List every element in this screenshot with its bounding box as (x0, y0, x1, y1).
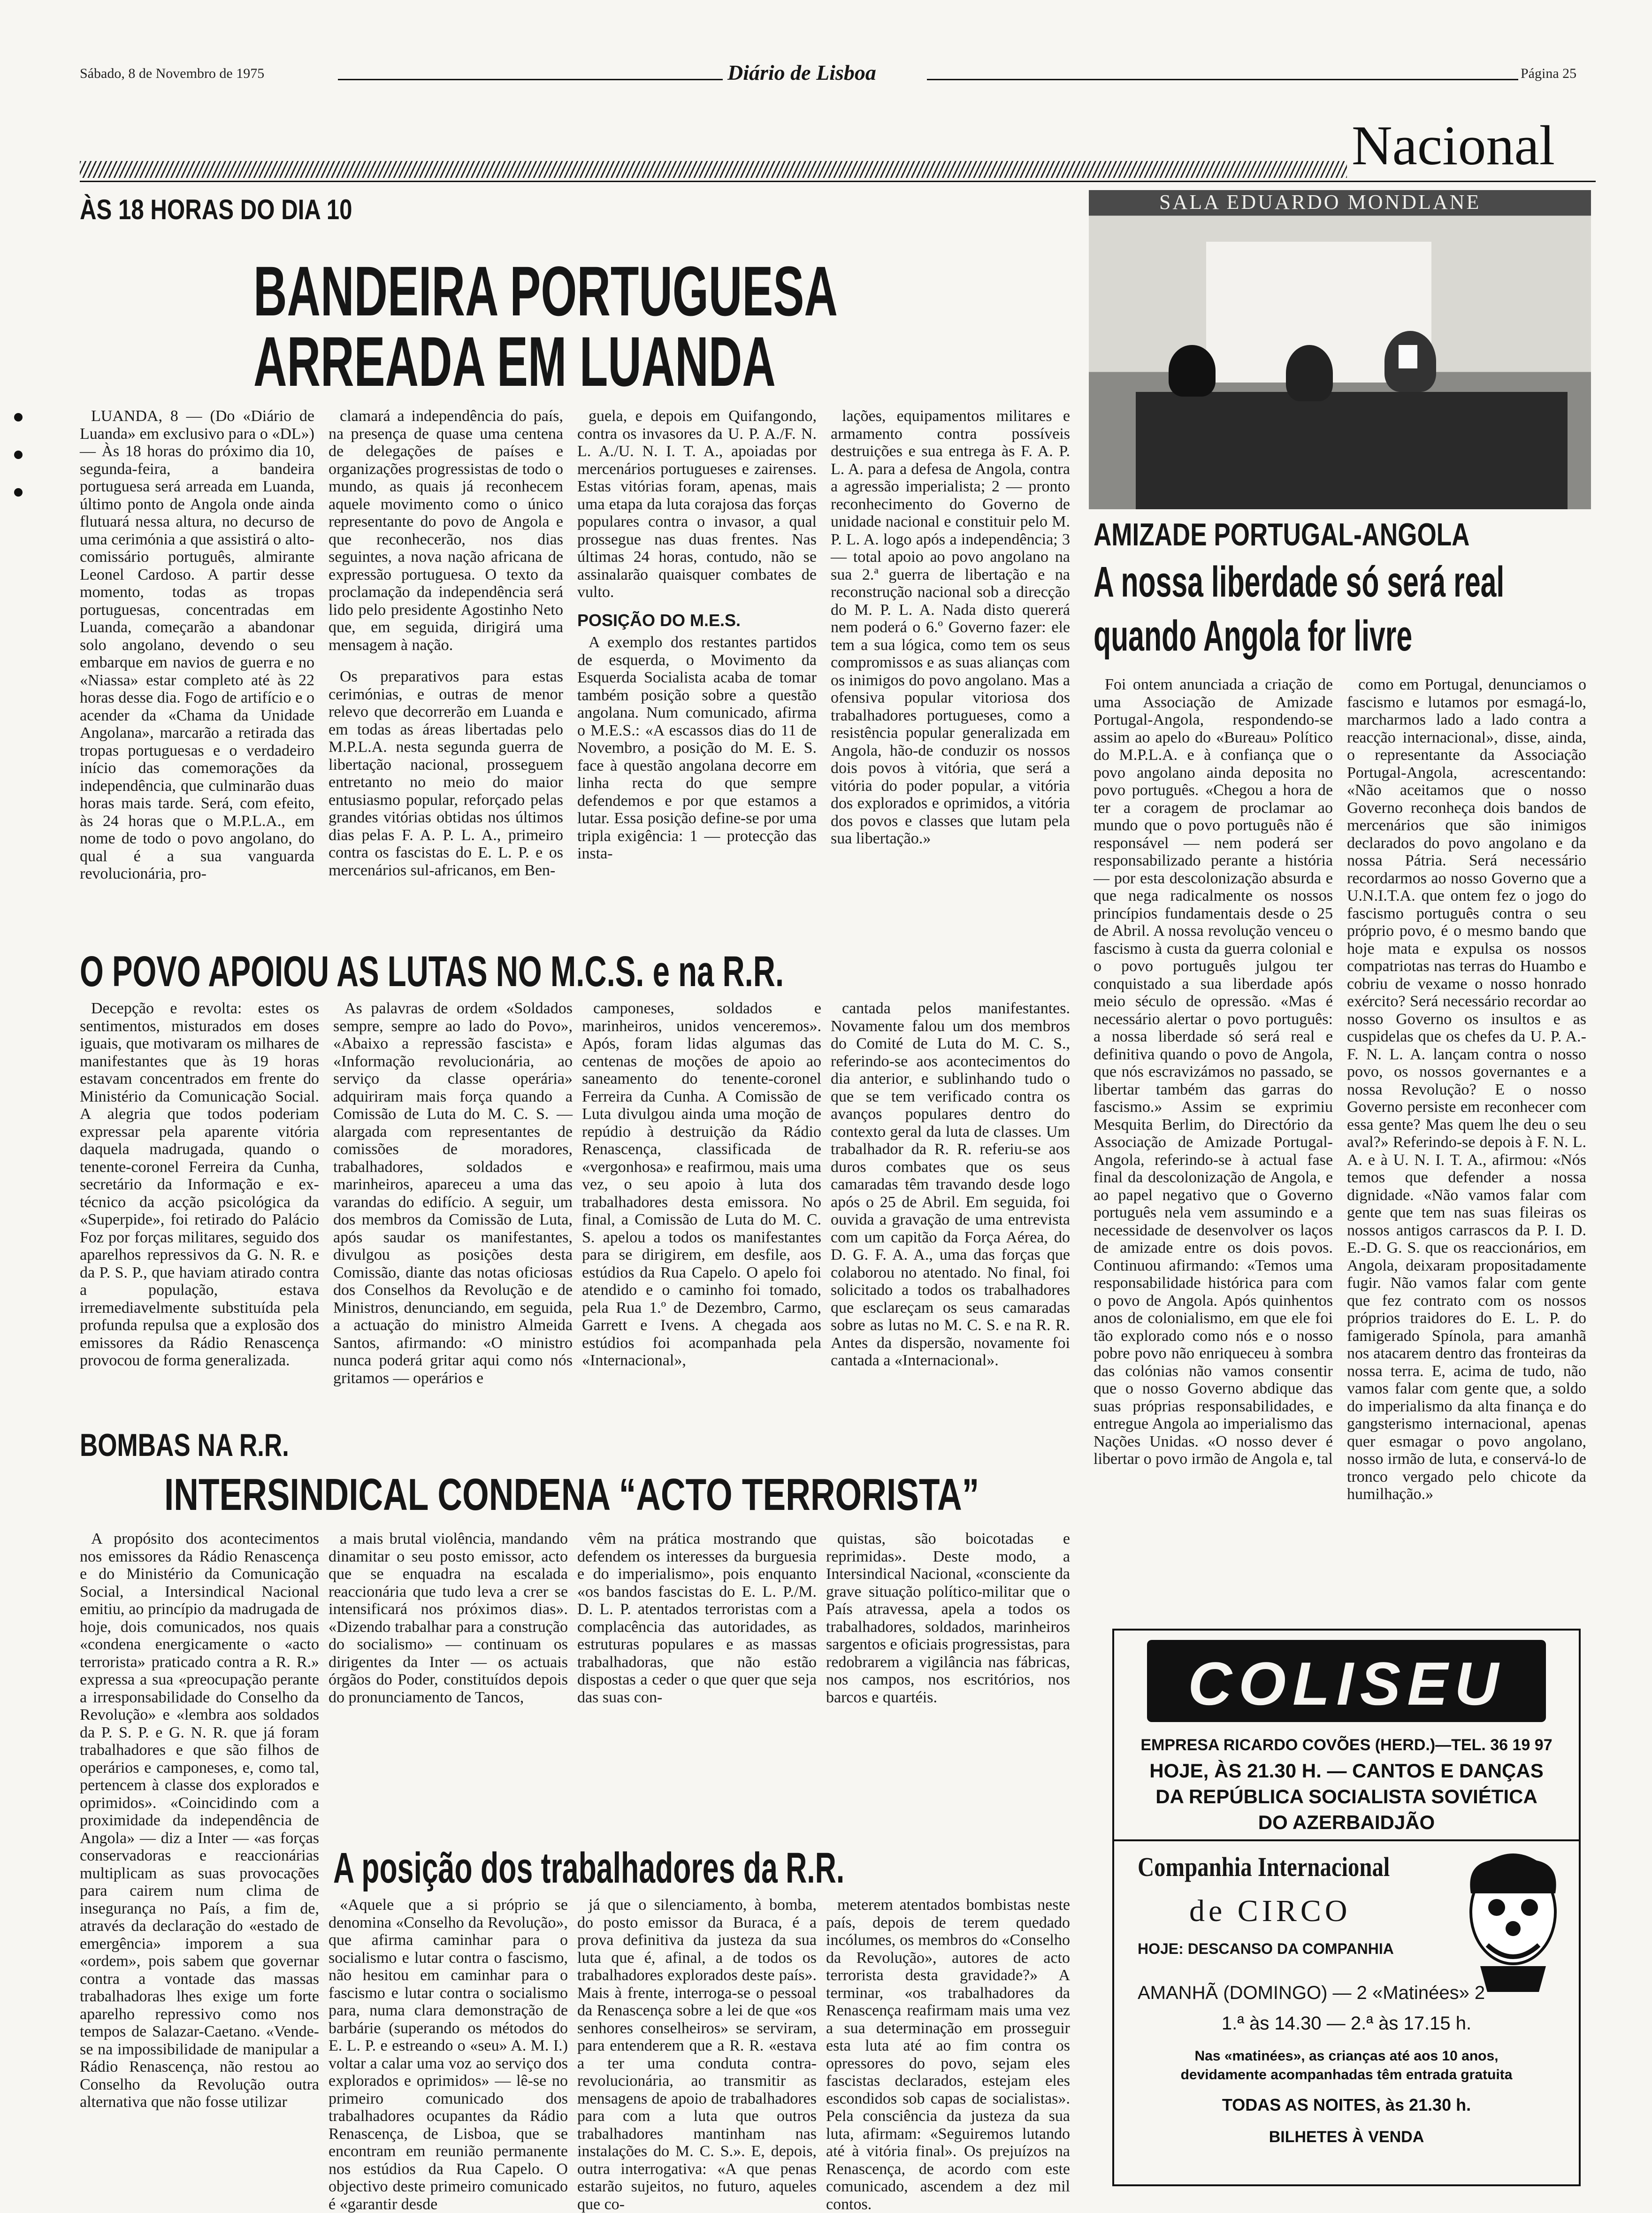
rr-column-3-text: meterem atentados bombistas neste país, depois de terem quedado incólumes, os membros do «Conselho da Revolução», autores de acto terrorista desta gravidade?» A terminar, «os trabalhadores da Renascença reafirmam mais uma vez a sua determinação em prosseguir esta luta até ao fim contra os opressores do povo, sejam eles fascistas declarados, estejam eles escondidos sob capas de socialistas». Pela consciência da justeza da sua luta, afirmam: «Seguiremos lutando até à vitória final». Os prejuízos na Renascença, de acordo com este comunicado, ascendem a dez mil contos. (826, 1896, 1070, 2213)
bombas-headline: INTERSINDICAL CONDENA “ACTO TERRORISTA” (164, 1470, 979, 1520)
lead-column-4-text: lações, equipamentos militares e armamento contra possíveis destruições e sua entrega às F. A. P. L. A. para a defesa de Angola, contra a agressão imperialista; 2 — pronto reconhecimento do Governo de unidade nacional e constituir pelo M. P. L. A. logo após a independência; 3 — total apoio ao povo angolano na sua 2.ª guerra de libertação e na reconstrução nacional sob a direcção do M. P. L. A. Nada disto quererá nem poderá o 6.º Governo fazer: ele tem a sua lógica, como tem os seus compromissos e as suas alianças com os inimigos do povo angolano. Mas a ofensiva popular vitoriosa dos trabalhadores portugueses, como a resistência popular generalizada em Angola, hão-de conduzir os nossos dois povos à vitória, que será a vitória do poder popular, a vitória dos explorados e oprimidos, a vitória dos povos e classes que lutam pela sua libertação.» (831, 407, 1070, 847)
circus-rest-day: HOJE: DESCANSO DA COMPANHIA (1138, 1940, 1394, 1957)
lead-column-2-text-b: Os preparativos para estas cerimónias, e outras de menor relevo que decorrerão em Luanda e em todas as áreas libertadas pelo M.P.L.A. nesta segunda guerra de libertação nacional, prosseguem entretanto no meio do maior entusiasmo popular, reforçado pelas grandes vitórias obtidas nos últimos dias pelas F. A. P. L. A., primeiro contra os fascistas do E. L. P. e os mercenários sul-africanos, em Ben- (329, 668, 563, 879)
binding-hole (14, 413, 23, 421)
ad-company: EMPRESA RICARDO COVÕES (HERD.)—TEL. 36 19 97 (1140, 1736, 1553, 1754)
ad-line-2: DA REPÚBLICA SOCIALISTA SOVIÉTICA (1155, 1785, 1537, 1807)
news-photo (1089, 190, 1591, 509)
section-title: Nacional (1352, 114, 1555, 176)
coliseu-logo-text: COLISEU (1188, 1649, 1505, 1718)
mcs-column-1 (80, 1000, 319, 1403)
mcs-column-3 (582, 1000, 821, 1403)
amizade-column-1-text: Foi ontem anunciada a criação de uma Associação de Amizade Portugal-Angola, respondendo-se assim ao apelo do «Bureau» Político do M.P.L.A. e à confiança que o povo angolano ainda deposita no povo português. «Chegou a hora de ter a coragem de proclamar ao mundo que o povo português não é responsável — nem poderá ser responsabilizado perante a história — por esta descolonização absurda e que nega radicalmente os nossos princípios fundamentais desde o 25 de Abril. A nossa revolução venceu o fascismo à custa da guerra colonial e o povo português julgou ter conquistado a sua liberdade após meio século de opressão. «Mas é necessário alertar o povo português: a nossa liberdade só será real e definitiva quando o povo de Angola, que nós escravizámos no passado, se libertar também das garras do fascismo.» Assim se exprimiu Mesquita Berlim, do Directório da Associação de Amizade Portugal-Angola, referindo-se à actual fase final da descolonização de Angola, e ao papel negativo que o Governo português nela vem assumindo e a necessidade de desenvolver os laços de amizade entre os dois povos. Continuou afirmando: «Temos uma responsabilidade histórica para com o povo de Angola. Após quinhentos anos de colonialismo, em que ele foi tão explorado como nós e o nosso pobre povo não enriqueceu à sombra das colónias não vamos consentir que o nosso Governo abdique das suas próprias responsabilidades, e entregue Angola ao imperialismo das Nações Unidas. «O nosso dever é libertar o povo irmão de Angola e, tal (1094, 676, 1333, 1468)
bombas-column-4 (826, 1530, 1070, 1812)
photo-sign: SALA EDUARDO MONDLANE (1159, 191, 1481, 214)
photo-person-left (1169, 345, 1216, 397)
photo-person-center (1286, 345, 1333, 401)
circus-title-2: de CIRCO (1189, 1894, 1351, 1928)
bombas-column-2 (329, 1530, 568, 1812)
lead-column-4 (831, 407, 1070, 924)
ad-divider (1114, 1839, 1579, 1841)
bombas-column-3 (577, 1530, 817, 1812)
lead-headline-line2: ARREADA EM LUANDA (253, 322, 776, 401)
binding-hole (14, 451, 23, 459)
amizade-column-2 (1347, 676, 1586, 1586)
lead-column-3 (577, 407, 817, 924)
rr-column-2 (577, 1896, 817, 2213)
amizade-headline-line1: A nossa liberdade só será real (1094, 558, 1505, 606)
newspaper-name: Diário de Lisboa (727, 61, 876, 84)
mcs-column-4 (831, 1000, 1070, 1403)
photo-table (1136, 392, 1568, 509)
lead-column-3-text-a: guela, e depois em Quifangondo, contra os invasores da U. P. A./F. N. L. A./U. N. I. T. A., apoiadas por mercenários portugueses e zairenses. Estas vitórias foram, apenas, mais uma etapa da luta corajosa das forças populares contra o invasor, a qual prossegue nas duas frentes. Nas últimas 24 horas, contudo, não se assinalarão quaisquer combates de vulto. (577, 407, 817, 601)
binding-hole (14, 488, 23, 497)
photo-light (1399, 345, 1417, 368)
mcs-column-1-text: Decepção e revolta: estes os sentimentos, misturados em doses iguais, que motivaram os milhares de manifestantes que às 19 horas estavam concentrados em frente do Ministério da Comunicação Social. A alegria que todos poderiam expressar pela aparente vitória daquela madrugada, quando o tenente-coronel Ferreira da Cunha, secretário da Informação e ex-técnico da acção psicológica da «Superpide», foi retirado do Palácio Foz por forças militares, seguido dos aparelhos repressivos da G. N. R. e da P. S. P., que haviam atirado contra a população, estava irremediavelmente substituída pela profunda repulsa que a explosão dos emissores da Rádio Renascença provocou de forma generalizada. (80, 1000, 319, 1369)
lead-headline-line1: BANDEIRA PORTUGUESA (253, 252, 838, 330)
circus-kids-1: Nas «matinées», as crianças até aos 10 anos, (1194, 2048, 1499, 2064)
circus-nights: TODAS AS NOITES, às 21.30 h. (1222, 2095, 1471, 2114)
circus-kids-2: devidamente acompanhadas têm entrada gratuita (1180, 2067, 1513, 2083)
amizade-headline-line2: quando Angola for livre (1094, 612, 1413, 660)
page-number: Página 25 (1521, 66, 1577, 81)
coliseu-logo (1147, 1640, 1546, 1722)
section-band (80, 161, 1347, 178)
circus-title-1: Companhia Internacional (1138, 1852, 1390, 1882)
mcs-column-3-text: camponeses, soldados e marinheiros, unidos venceremos». Após, foram lidas algumas das centenas de moções de apoio ao saneamento do tenente-coronel Ferreira da Cunha. A Comissão de Luta divulgou ainda uma moção de repúdio à destruição da Rádio Renascença, classificada de «vergonhosa» e reafirmou, mais uma vez, o seu apoio à luta dos trabalhadores desta emissora. No final, a Comissão de Luta do M. C. S. apelou a todos os manifestantes para se dirigirem, em desfile, aos estúdios da Rua Capelo. O apelo foi atendido e o caminho foi tomado, pela Rua 1.º de Dezembro, Carmo, Garrett e Ivens. A chegada aos estúdios foi acompanhada pela «Internacional», (582, 1000, 821, 1369)
rr-column-3 (826, 1896, 1070, 2213)
masthead-rule-left (338, 79, 723, 80)
mcs-column-4-text: cantada pelos manifestantes. Novamente falou um dos membros do Comité de Luta do M. C. S., referindo-se aos acontecimentos do dia anterior, e sublinhando tudo o que se tem verificado contra os avanços populares dentro do contexto geral da luta de classes. Um trabalhador da R. R. referiu-se aos duros combates que os seus camaradas têm travando desde logo após o 25 de Abril. Em seguida, foi ouvida a gravação de uma entrevista com um capitão da Força Aérea, do D. G. F. A. A., uma das forças que colaborou no atentado. No final, foi solicitado a todos os trabalhadores que esclareçam os seus camaradas sobre as lutas no M. C. S. e na R. R. Antes da dispersão, novamente foi cantada a «Internacional». (831, 1000, 1070, 1369)
rr-column-2-text: já que o silenciamento, à bomba, do posto emissor da Buraca, é a prova definitiva da justeza da sua luta que é, afinal, a de todos os trabalhadores explorados deste país». Mais à frente, interroga-se o pessoal da Renascença sobre a lei de que «os senhores conselheiros» se serviram, para entenderem que a R. R. «estava a ter uma conduta contra-revolucionária, ao transmitir as mensagens de apoio de trabalhadores para com a luta que outros trabalhadores mantinham nas instalações do M. C. S.». E, depois, outra interrogativa: «A que penas estarão sujeitos, no futuro, aqueles que co- (577, 1896, 817, 2213)
mes-subhead: POSIÇÃO DO M.E.S. (577, 610, 741, 630)
rr-headline: A posição dos trabalhadores da R.R. (333, 1844, 845, 1892)
bombas-column-4-text: quistas, são boicotadas e reprimidas». Deste modo, a Intersindical Nacional, «consciente da grave situação político-militar que o País atravessa, apela a todos os trabalhadores, soldados, marinheiros sargentos e oficiais progressistas, para redobrarem a vigilância nas fábricas, nos campos, nos escritórios, nos barcos e quartéis. (826, 1530, 1070, 1706)
mcs-column-2 (333, 1000, 573, 1403)
bombas-column-2-text: a mais brutal violência, mandando dinamitar o seu posto emissor, acto que se enquadra na escalada reaccionária que tudo leva a crer se intensificará nos próximos dias». «Dizendo trabalhar para a construção do socialismo» — continuam os dirigentes da Inter — os actuais órgãos do Poder, constituídos depois do pronunciamento de Tancos, (329, 1530, 568, 1706)
amizade-column-2-text: como em Portugal, denunciamos o fascismo e lutamos por esmagá-lo, marcharmos lado a lado contra a reacção internacional», disse, ainda, o representante da Associação Portugal-Angola, acrescentando: «Não aceitamos que o nosso Governo reconheça dois bandos de mercenários que são inimigos declarados do povo angolano e da nossa Pátria. Será necessário recordarmos ao nosso Governo que a U.N.I.T.A. que ontem fez o jogo do fascismo português contra o seu próprio povo, é o mesmo bando que hoje mata e expulsa os nossos compatriotas nas terras do Huambo e cobriu de vexame o nosso honrado exército? Será necessário recordar ao nosso Governo os insultos e as cuspidelas que os chefes da U. P. A.-F. N. L. A. lançam contra o nosso povo, os nossos governantes e a nossa Revolução? E o nosso Governo persiste em reconhecer com essa gente? Mas quem lhe deu o seu aval?» Referindo-se depois à F. N. L. A. e à U. N. I. T. A., afirmou: «Nós temos que defender a nossa dignidade. «Não vamos falar com gente que tem nas suas fileiras os nossos antigos carrascos da P. I. D. E.-D. G. S. que os reaccionários, em Angola, deixaram propositadamente fugir. Não vamos falar com gente que fez contrato com os nossos próprios traidores do E. L. P. do famigerado Spínola, para amanhã nos atacarem dentro das fronteiras da nossa terra. E, acima de tudo, não vamos falar com gente que, a soldo do imperialismo da alta finança e do gangsterismo internacional, apenas quer esmagar o povo angolano, nosso irmão de luta, e conservá-lo de tronco vergado pelo chicote da humilhação.» (1347, 676, 1586, 1503)
mcs-headline: O POVO APOIOU AS LUTAS NO M.C.S. e na R.R. (80, 948, 784, 995)
ad-line-1: HOJE, ÀS 21.30 H. — CANTOS E DANÇAS (1149, 1760, 1544, 1782)
lead-column-1-text: LUANDA, 8 — (Do «Diário de Luanda» em exclusivo para o «DL») — Às 18 horas do próximo dia 10, segunda-feira, a bandeira portuguesa será arreada em Luanda, último ponto de Angola onde ainda flutuará nessa altura, no decurso de uma cerimónia a que assistirá o alto-comissário português, almirante Leonel Cardoso. A partir desse momento, todas as tropas portuguesas, concentradas em Luanda, começarão a abandonar solo angolano, devendo o seu embarque em navios de guerra e no «Niassa» estar completo até às 22 horas desse dia. Fogo de artifício e o acender da «Chama da Unidade Angolana», marcarão a retirada das tropas portuguesas e o verdadeiro início das comemorações da independência, que culminarão duas horas mais tarde. Será, com efeito, às 24 horas que o M.P.L.A., em nome de todo o povo angolano, do qual é a sua vanguarda revolucionária, pro- (80, 407, 314, 882)
lead-column-2 (329, 407, 563, 924)
section-rule (80, 181, 1596, 182)
amizade-column-1 (1094, 676, 1333, 1586)
rr-column-1-text: «Aquele que a si próprio se denomina «Conselho da Revolução», que afirma caminhar para o socialismo e lutar contra o fascismo, não hesitou em caminhar para o fascismo e lutar contra o socialismo para, numa clara demonstração de barbárie (superando os métodos do E. L. P. e estreando o «seu» A. M. I.) voltar a calar uma voz ao serviço dos explorados e oprimidos» — lê-se no primeiro comunicado dos trabalhadores ocupantes da Rádio Renascença, de Lisboa, que se encontram em reunião permanente nos estúdios da Rua Capelo. O objectivo deste primeiro comunicado é «garantir desde (329, 1896, 568, 2213)
ad-line-3: DO AZERBAIDJÃO (1258, 1811, 1435, 1833)
circus-sunday: AMANHÃ (DOMINGO) — 2 «Matinées» 2 (1138, 1983, 1485, 2003)
coliseu-ad (1112, 1629, 1581, 2186)
issue-date: Sábado, 8 de Novembro de 1975 (80, 66, 265, 81)
bombas-column-3-text: vêm na prática mostrando que defendem os interesses da burguesia e do imperialismo», pois enquanto «os bandos fascistas do E. L. P./M. D. L. P. atentados terroristas com a complacência das autoridades, as estruturas populares e as massas trabalhadoras, que não estão dispostas a ceder o que quer que seja das suas con- (577, 1530, 817, 1706)
lead-kicker: ÀS 18 HORAS DO DIA 10 (80, 194, 352, 225)
bombas-column-1-text: A propósito dos acontecimentos nos emissores da Rádio Renascença e do Ministério da Comunicação Social, a Intersindical Nacional emitiu, ao princípio da madrugada de hoje, dois comunicados, nos quais «condena energicamente o «acto terrorista» praticado contra a R. R.» expressa a sua «preocupação perante a irresponsabilidade do Conselho da Revolução» e «lembra aos soldados da P. S. P. e G. N. R. que já foram trabalhadores e que são filhos de operários e camponeses, e, como tal, pertencem à classe dos explorados e oprimidos». «Coincidindo com a proximidade da independência de Angola» — diz a Inter — «as forças conservadoras e reaccionárias multiplicam as suas provocações para cairem num clima de insegurança no País, a fim de, através da declaração do «estado de emergência» imporem a sua «ordem», pois sabem que governar contra a vontade das massas trabalhadoras lhes exige um forte aparelho repressivo como nos tempos de Salazar-Caetano. «Vende-se na impossibilidade de manipular a Rádio Renascença, não restou ao Conselho da Revolução outra alternativa que não fosse utilizar (80, 1530, 319, 2111)
circus-tickets: BILHETES À VENDA (1269, 2128, 1424, 2146)
clown-icon (1461, 1846, 1565, 1997)
rr-column-1 (329, 1896, 568, 2213)
masthead-rule-right (927, 79, 1518, 80)
bombas-column-1 (80, 1530, 319, 2187)
amizade-kicker: AMIZADE PORTUGAL-ANGOLA (1094, 517, 1470, 552)
lead-column-1 (80, 407, 314, 924)
bombas-kicker: BOMBAS NA R.R. (80, 1427, 289, 1463)
circus-times: 1.ª às 14.30 — 2.ª às 17.15 h. (1221, 2013, 1472, 2034)
mcs-column-2-text: As palavras de ordem «Soldados sempre, sempre ao lado do Povo», «Abaixo a repressão fascista» e «Informação revolucionária, ao serviço da classe operária» adquiriram mais força quando a Comissão de Luta do M. C. S. — alargada com representantes de comissões de moradores, trabalhadores, soldados e marinheiros, apareceu a uma das varandas do edifício. A seguir, um dos membros da Comissão de Luta, após saudar os manifestantes, divulgou as posições desta Comissão, diante das notas oficiosas dos Conselhos da Revolução e de Ministros, denunciando, em seguida, a actuação do ministro Almeida Santos, afirmando: «O ministro nunca poderá gritar aqui como nós gritamos — operários e (333, 1000, 573, 1387)
lead-column-3-text-b: A exemplo dos restantes partidos de esquerda, o Movimento da Esquerda Socialista acaba de tomar também posição sobre a questão angolana. Num comunicado, afirma o M.E.S.: «A escassos dias do 11 de Novembro, a posição do M. E. S. face à questão angolana decorre em linha recta do que sempre defendemos e por que estamos a lutar. Essa posição define-se por uma tripla exigência: 1 — protecção das insta- (577, 634, 817, 862)
lead-column-2-text-a: clamará a independência do país, na presença de quase uma centena de delegações de países e organizações progressistas de todo o mundo, as quais já reconhecem aquele movimento como o único representante do povo de Angola e que reconhecerão, nos dias seguintes, a nova nação africana de expressão portuguesa. O texto da proclamação da independência será lido pelo presidente Agostinho Neto que, em seguida, dirigirá uma mensagem à nação. (329, 407, 563, 654)
